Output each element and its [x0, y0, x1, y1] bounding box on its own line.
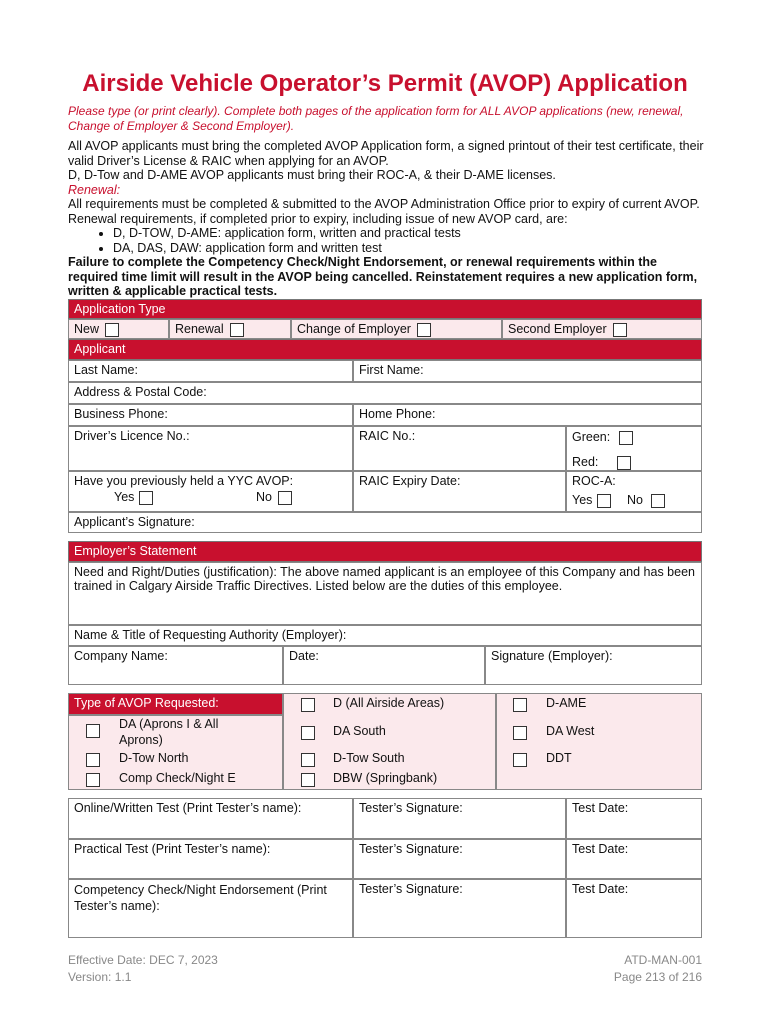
business-phone-field[interactable] — [68, 404, 353, 426]
employer-date-label: Date: — [289, 649, 319, 663]
requesting-authority-label: Name & Title of Requesting Authority (Employer): — [74, 628, 347, 642]
second-employer-checkbox[interactable] — [613, 323, 627, 337]
practical-test-name-field[interactable] — [68, 839, 353, 879]
written-test-name-field[interactable] — [68, 798, 353, 839]
written-test-date-label: Test Date: — [572, 801, 629, 815]
page-number: Page 213 of 216 — [613, 970, 702, 984]
roc-yes-label: Yes — [572, 493, 593, 507]
comp-check-checkbox[interactable] — [86, 773, 100, 787]
practical-test-signature-label: Tester’s Signature: — [359, 842, 463, 856]
option-change-employer-label: Change of Employer — [297, 322, 411, 336]
d-all-label: D (All Airside Areas) — [333, 696, 445, 710]
requirements-block — [68, 139, 708, 299]
drivers-licence-field[interactable] — [68, 426, 353, 471]
dtow-north-checkbox[interactable] — [86, 753, 100, 767]
green-checkbox[interactable] — [619, 431, 633, 445]
d-ame-label: D-AME — [546, 696, 587, 710]
renewal-checkbox[interactable] — [230, 323, 244, 337]
company-name-label: Company Name: — [74, 649, 168, 663]
footer-left — [68, 952, 218, 986]
d-all-checkbox[interactable] — [301, 698, 315, 712]
practical-test-signature-field[interactable] — [353, 839, 566, 879]
dbw-checkbox[interactable] — [301, 773, 315, 787]
employer-statement-field[interactable] — [68, 562, 702, 625]
option-renewal-label: Renewal — [175, 322, 224, 336]
home-phone-label: Home Phone: — [359, 407, 436, 421]
employer-signature-field[interactable] — [485, 646, 702, 685]
first-name-field[interactable] — [353, 360, 702, 382]
competency-test-label: Competency Check/Night Endorsement (Print Tester’s name): — [74, 883, 327, 913]
prev-yes-checkbox[interactable] — [139, 491, 153, 505]
renewal-bullet: • D, D-TOW, D-AME: application form, written and practical tests — [113, 226, 708, 241]
da-west-checkbox[interactable] — [513, 726, 527, 740]
written-test-label: Online/Written Test (Print Tester’s name): — [74, 801, 302, 815]
written-test-signature-field[interactable] — [353, 798, 566, 839]
da-west-label: DA West — [546, 724, 595, 738]
version: Version: 1.1 — [68, 970, 132, 984]
employer-signature-label: Signature (Employer): — [491, 649, 613, 663]
prev-no-label: No — [256, 490, 272, 504]
competency-test-signature-label: Tester’s Signature: — [359, 882, 463, 896]
footer-right — [614, 952, 702, 986]
previous-avop-label: Have you previously held a YYC AVOP: — [74, 474, 294, 488]
prev-yes-label: Yes — [114, 490, 135, 504]
da-checkbox[interactable] — [86, 724, 100, 738]
last-name-label: Last Name: — [74, 363, 138, 377]
competency-test-date-field[interactable] — [566, 879, 702, 938]
business-phone-label: Business Phone: — [74, 407, 168, 421]
employer-header: Employer’s Statement — [68, 541, 702, 562]
employer-statement-text: Need and Right/Duties (justification): The above named applicant is an employee of this Company and has been trained in Calgary Airside Traffic Directives. Listed below are the duties of this employee. — [74, 565, 695, 593]
red-label: Red: — [572, 455, 599, 469]
instructions: Please type (or print clearly). Complete both pages of the application form for ALL AVOP applications (new, renewal, Change of Employer & Second Employer). — [68, 104, 684, 133]
option-new[interactable] — [68, 319, 169, 339]
dtow-south-checkbox[interactable] — [301, 753, 315, 767]
requirements-line-1: All AVOP applicants must bring the completed AVOP Application form, a signed printout of their test certificate, their valid Driver’s License & RAIC when applying for an AVOP. — [68, 139, 704, 168]
renewal-bullet: • DA, DAS, DAW: application form and written test — [113, 241, 708, 256]
renewal-text: All requirements must be completed & submitted to the AVOP Administration Office prior to expiry of current AVOP. Renewal requirements, if completed prior to expiry, including issue of new AVOP card, are: — [68, 197, 700, 226]
raic-colour-cell — [566, 426, 702, 471]
option-new-label: New — [74, 322, 100, 336]
written-test-date-field[interactable] — [566, 798, 702, 839]
home-phone-field[interactable] — [353, 404, 702, 426]
comp-check-label: Comp Check/Night E — [119, 771, 236, 785]
last-name-field[interactable] — [68, 360, 353, 382]
applicant-signature-label: Applicant’s Signature: — [74, 515, 195, 529]
page-title: Airside Vehicle Operator’s Permit (AVOP) Application — [82, 70, 688, 97]
competency-test-signature-field[interactable] — [353, 879, 566, 938]
applicant-signature-field[interactable] — [68, 512, 702, 533]
written-test-signature-label: Tester’s Signature: — [359, 801, 463, 815]
dbw-label: DBW (Springbank) — [333, 771, 438, 785]
roc-a-cell — [566, 471, 702, 512]
previous-avop-cell — [68, 471, 353, 512]
address-label: Address & Postal Code: — [74, 385, 207, 399]
competency-test-name-field[interactable] — [68, 879, 353, 938]
drivers-licence-label: Driver’s Licence No.: — [74, 429, 190, 443]
application-type-header: Application Type — [68, 299, 702, 319]
da-south-checkbox[interactable] — [301, 726, 315, 740]
applicant-header: Applicant — [68, 339, 702, 360]
roc-yes-checkbox[interactable] — [597, 494, 611, 508]
practical-test-date-label: Test Date: — [572, 842, 629, 856]
company-name-field[interactable] — [68, 646, 283, 685]
option-renewal[interactable] — [169, 319, 291, 339]
new-checkbox[interactable] — [105, 323, 119, 337]
red-checkbox[interactable] — [617, 456, 631, 470]
roc-no-checkbox[interactable] — [651, 494, 665, 508]
address-field[interactable] — [68, 382, 702, 404]
da-label: DA (Aprons I & All Aprons) — [119, 717, 219, 747]
dtow-south-label: D-Tow South — [333, 751, 405, 765]
d-ame-checkbox[interactable] — [513, 698, 527, 712]
da-south-label: DA South — [333, 724, 386, 738]
option-second-employer[interactable] — [502, 319, 702, 339]
ddt-checkbox[interactable] — [513, 753, 527, 767]
practical-test-label: Practical Test (Print Tester’s name): — [74, 842, 271, 856]
employer-date-field[interactable] — [283, 646, 485, 685]
warning-text: Failure to complete the Competency Check/Night Endorsement, or renewal requirements within the required time limit will result in the AVOP being cancelled. Reinstatement requires a new application form, written & applicable practical tests. — [68, 255, 698, 298]
dtow-north-label: D-Tow North — [119, 751, 189, 765]
roc-no-label: No — [627, 493, 643, 507]
first-name-label: First Name: — [359, 363, 424, 377]
avop-type-header: Type of AVOP Requested: — [68, 693, 283, 715]
raic-expiry-label: RAIC Expiry Date: — [359, 474, 461, 488]
option-second-employer-label: Second Employer — [508, 322, 607, 336]
prev-no-checkbox[interactable] — [278, 491, 292, 505]
competency-test-date-label: Test Date: — [572, 882, 629, 896]
option-change-employer[interactable] — [291, 319, 502, 339]
renewal-bullets — [68, 226, 708, 255]
raic-expiry-field[interactable] — [353, 471, 566, 512]
green-label: Green: — [572, 430, 611, 444]
document-id: ATD-MAN-001 — [624, 953, 702, 967]
raic-no-label: RAIC No.: — [359, 429, 416, 443]
effective-date: Effective Date: DEC 7, 2023 — [68, 953, 218, 967]
requesting-authority-field[interactable] — [68, 625, 702, 646]
ddt-label: DDT — [546, 751, 572, 765]
roc-a-label: ROC-A: — [572, 474, 616, 488]
renewal-heading: Renewal: — [68, 182, 121, 197]
practical-test-date-field[interactable] — [566, 839, 702, 879]
requirements-line-2: D, D-Tow and D-AME AVOP applicants must bring their ROC-A, & their D-AME licenses. — [68, 168, 556, 182]
raic-no-field[interactable] — [353, 426, 566, 471]
change-employer-checkbox[interactable] — [417, 323, 431, 337]
